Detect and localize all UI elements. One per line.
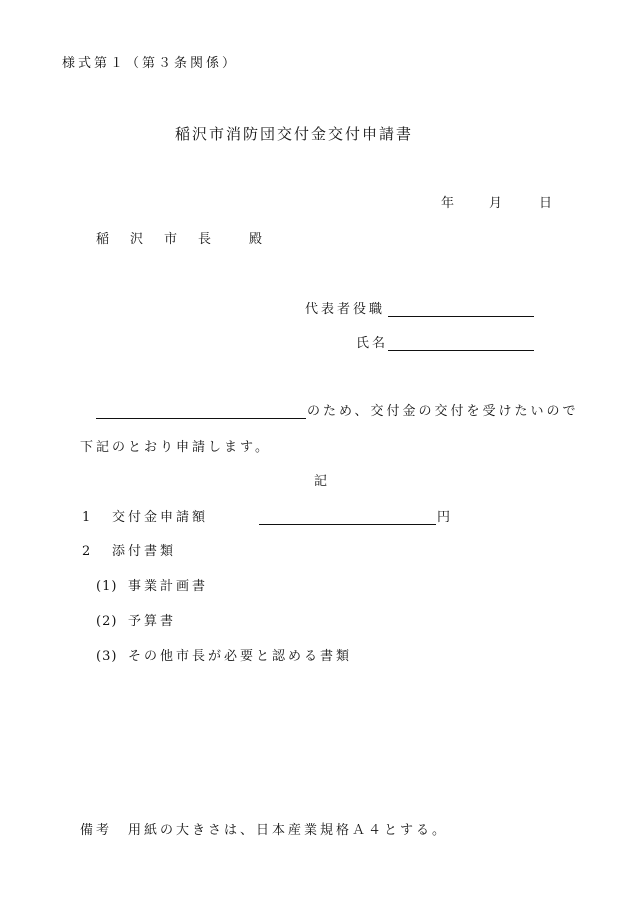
attachment-1-number: (1)	[96, 579, 118, 594]
item1-unit: 円	[437, 510, 454, 525]
item1-number: 1	[82, 510, 94, 525]
document-title: 稲沢市消防団交付金交付申請書	[175, 125, 414, 143]
remarks-label: 備考	[80, 823, 113, 838]
attachment-3-label: その他市長が必要と認める書類	[128, 649, 353, 664]
date-month: 月	[489, 196, 506, 211]
name-label: 氏名	[356, 336, 389, 351]
representative-field-line[interactable]	[388, 316, 534, 317]
addressee: 稲 沢 市 長 殿	[96, 232, 267, 247]
date-day: 日	[539, 196, 556, 211]
attachment-2-number: (2)	[96, 614, 118, 629]
form-number: 様式第１（第３条関係）	[62, 56, 239, 71]
name-field-line[interactable]	[388, 350, 534, 351]
ki-heading: 記	[314, 474, 331, 489]
body-line2: 下記のとおり申請します。	[80, 440, 271, 455]
attachment-3-number: (3)	[96, 649, 118, 664]
purpose-field-line[interactable]	[96, 418, 306, 419]
amount-field-line[interactable]	[259, 524, 436, 525]
remarks-text: 用紙の大きさは、日本産業規格Ａ４とする。	[128, 823, 449, 838]
attachment-1-label: 事業計画書	[128, 579, 209, 594]
date-year: 年	[441, 196, 458, 211]
body-line1-suffix: のため、交付金の交付を受けたいので	[307, 404, 579, 419]
item2-number: 2	[82, 544, 94, 559]
attachment-2-label: 予算書	[128, 614, 177, 629]
representative-label: 代表者役職	[305, 302, 386, 317]
item1-label: 交付金申請額	[112, 510, 209, 525]
item2-label: 添付書類	[112, 544, 177, 559]
